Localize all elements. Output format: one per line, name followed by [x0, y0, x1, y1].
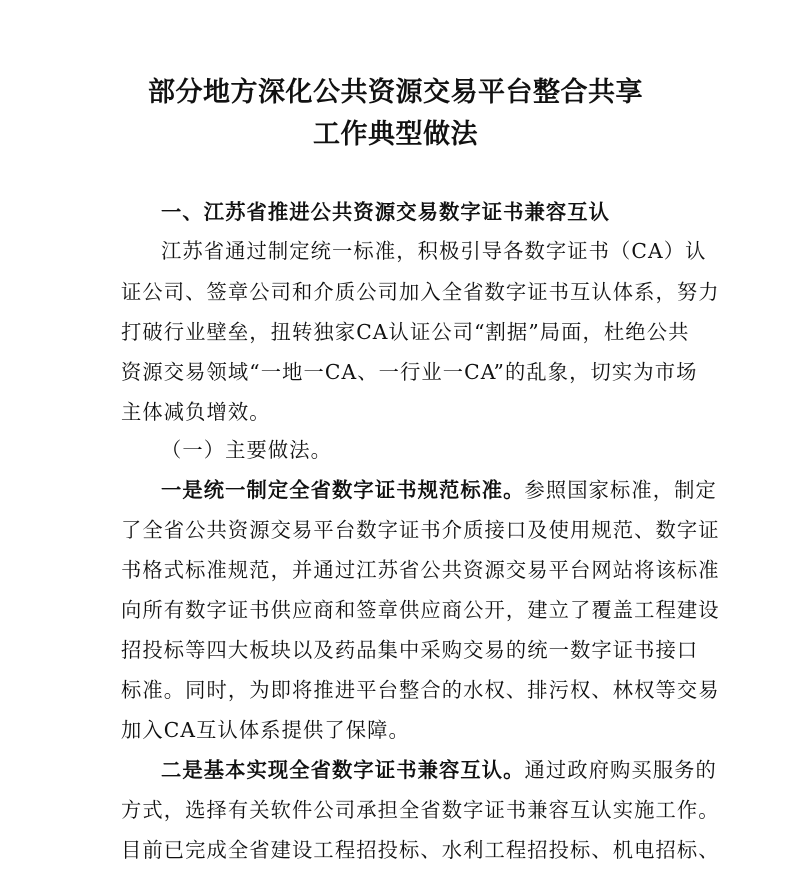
paragraph-2-line-1 — [161, 474, 717, 503]
paragraph-3-lead: 二是基本实现全省数字证书兼容互认。 — [161, 758, 525, 782]
paragraph-1-line-4: 资源交易领域“一地一CA、一行业一CA”的乱象，切实为市场 — [121, 360, 698, 384]
section-1-heading: 一、江苏省推进公共资源交易数字证书兼容互认 — [161, 200, 611, 224]
paragraph-3-line-1 — [161, 754, 717, 783]
paragraph-1-line-5: 主体减负增效。 — [121, 400, 271, 424]
paragraph-3-line-2: 方式，选择有关软件公司承担全省数字证书兼容互认实施工作。 — [121, 798, 720, 822]
paragraph-3-line-3: 目前已完成全省建设工程招投标、水利工程招投标、机电招标、 — [121, 838, 720, 862]
document-title-line-2: 工作典型做法 — [313, 119, 478, 150]
paragraph-1-line-3: 打破行业壁垒，扭转独家CA认证公司“割据”局面，杜绝公共 — [121, 320, 690, 344]
paragraph-1-line-1: 江苏省通过制定统一标准，积极引导各数字证书（CA）认 — [161, 239, 707, 263]
paragraph-2-lead: 一是统一制定全省数字证书规范标准。 — [161, 478, 525, 502]
paragraph-2-first-rest: 参照国家标准，制定 — [524, 478, 717, 502]
paragraph-2-line-3: 书格式标准规范，并通过江苏省公共资源交易平台网站将该标准 — [121, 558, 720, 582]
paragraph-3-first-rest: 通过政府购买服务的 — [524, 758, 717, 782]
paragraph-1-line-2: 证公司、签章公司和介质公司加入全省数字证书互认体系，努力 — [121, 280, 720, 304]
paragraph-2-line-4: 向所有数字证书供应商和签章供应商公开，建立了覆盖工程建设 — [121, 598, 720, 622]
paragraph-2-line-7: 加入CA互认体系提供了保障。 — [121, 718, 410, 742]
paragraph-2-line-2: 了全省公共资源交易平台数字证书介质接口及使用规范、数字证 — [121, 518, 720, 542]
paragraph-2-line-6: 标准。同时，为即将推进平台整合的水权、排污权、林权等交易 — [121, 678, 720, 702]
paragraph-2-line-5: 招投标等四大板块以及药品集中采购交易的统一数字证书接口 — [121, 638, 699, 662]
sub-heading-main-practices: （一）主要做法。 — [161, 438, 333, 462]
document-title-line-1: 部分地方深化公共资源交易平台整合共享 — [148, 77, 643, 108]
